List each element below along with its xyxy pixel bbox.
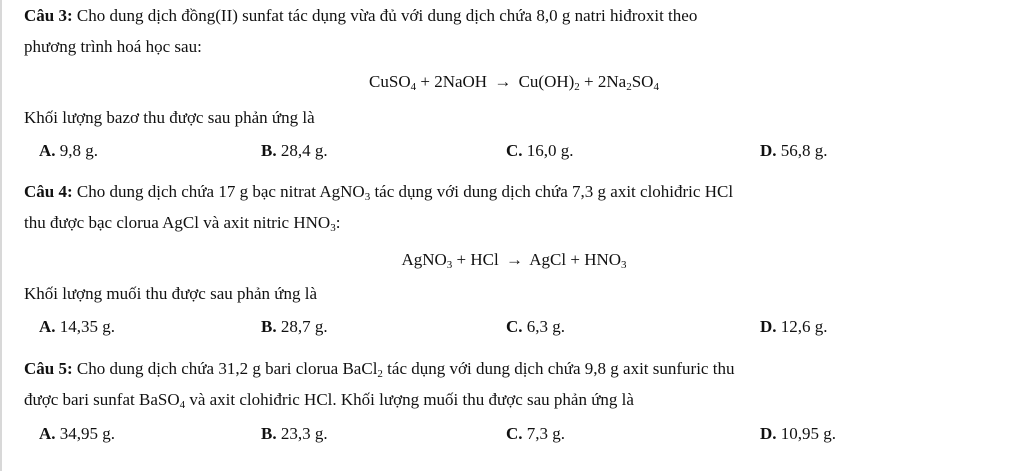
option-text: 28,7 g. <box>276 316 328 336</box>
question-4-prompt: Khối lượng muối thu được sau phản ứng là <box>24 284 318 304</box>
option-text: 9,8 g. <box>55 140 99 160</box>
question-4-equation <box>24 250 1004 270</box>
option-a[interactable] <box>39 424 115 444</box>
subscript: 3 <box>330 222 336 235</box>
question-4-label: Câu 4: <box>24 182 73 201</box>
question-3-line-1 <box>24 6 1004 26</box>
question-5-text: Cho dung dịch chứa 31,2 g bari clorua BaCl <box>72 359 378 378</box>
option-text: 34,95 g. <box>55 423 116 443</box>
option-letter: C. <box>506 316 523 336</box>
option-letter: D. <box>760 423 777 443</box>
option-letter: D. <box>760 316 777 336</box>
question-3-prompt: Khối lượng bazơ thu được sau phản ứng là <box>24 108 315 128</box>
option-c[interactable] <box>506 424 565 444</box>
option-text: 7,3 g. <box>522 423 566 443</box>
option-text: 6,3 g. <box>522 316 566 336</box>
question-3-text-1: Cho dung dịch đồng(II) sunfat tác dụng vừa đủ với dung dịch chứa 8,0 g natri hiđroxit theo <box>72 6 698 25</box>
question-3 <box>24 6 1004 163</box>
question-4 <box>24 182 1004 339</box>
question-4-text: : <box>335 213 341 233</box>
eq-subscript: 4 <box>653 80 659 93</box>
reaction-arrow-icon: → <box>505 249 523 269</box>
question-4-text: Cho dung dịch chứa 17 g bạc nitrat AgNO <box>72 182 365 201</box>
question-5-text: được bari sunfat BaSO <box>24 390 180 410</box>
question-5-line-2 <box>24 390 1004 410</box>
option-text: 28,4 g. <box>276 140 328 160</box>
option-a[interactable] <box>39 317 115 337</box>
eq-term: CuSO <box>369 71 411 91</box>
option-a[interactable] <box>39 141 98 161</box>
question-5-line-1 <box>24 359 1004 379</box>
eq-term: AgNO <box>401 249 447 269</box>
option-letter: C. <box>506 423 523 443</box>
option-text: 10,95 g. <box>776 423 837 443</box>
question-3-line-2: phương trình hoá học sau: <box>24 37 202 57</box>
option-letter: A. <box>39 140 56 160</box>
option-text: 56,8 g. <box>776 140 828 160</box>
eq-subscript: 3 <box>621 258 627 271</box>
option-b[interactable] <box>261 317 328 337</box>
question-3-equation <box>24 72 1004 92</box>
eq-term: SO <box>631 71 654 91</box>
question-4-line-2 <box>24 213 1004 233</box>
eq-term: + HCl <box>452 249 503 269</box>
option-d[interactable] <box>760 424 836 444</box>
option-text: 23,3 g. <box>276 423 328 443</box>
question-3-options <box>24 141 1004 163</box>
reaction-arrow-icon: → <box>494 71 512 91</box>
option-text: 14,35 g. <box>55 316 116 336</box>
option-c[interactable] <box>506 141 574 161</box>
subscript: 3 <box>364 191 371 203</box>
question-4-text: tác dụng với dung dịch chứa 7,3 g axit clohiđric HCl <box>370 182 734 201</box>
eq-term: AgCl + HNO <box>525 249 622 269</box>
option-d[interactable] <box>760 141 828 161</box>
option-letter: A. <box>39 423 56 443</box>
question-5 <box>24 359 1004 446</box>
question-5-label: Câu 5: <box>24 359 73 378</box>
question-5-options <box>24 424 1004 446</box>
option-letter: D. <box>760 140 777 160</box>
option-c[interactable] <box>506 317 565 337</box>
question-5-text: tác dụng với dung dịch chứa 9,8 g axit sunfuric thu <box>382 359 735 378</box>
option-b[interactable] <box>261 424 328 444</box>
option-text: 16,0 g. <box>522 140 574 160</box>
option-text: 12,6 g. <box>776 316 828 336</box>
option-letter: A. <box>39 316 56 336</box>
option-letter: C. <box>506 140 523 160</box>
option-letter: B. <box>261 316 277 336</box>
question-4-options <box>24 317 1004 339</box>
option-b[interactable] <box>261 141 328 161</box>
option-d[interactable] <box>760 317 828 337</box>
eq-subscript: 2 <box>626 80 632 93</box>
question-4-text: thu được bạc clorua AgCl và axit nitric HNO <box>24 213 331 233</box>
eq-subscript: 2 <box>574 80 580 93</box>
eq-term: + 2Na <box>579 71 627 91</box>
option-letter: B. <box>261 140 277 160</box>
eq-subscript: 3 <box>446 258 453 271</box>
eq-term: + 2NaOH <box>416 71 492 91</box>
question-3-label: Câu 3: <box>24 6 73 25</box>
subscript: 2 <box>377 368 383 380</box>
eq-subscript: 4 <box>410 80 417 93</box>
question-5-text: và axit clohiđric HCl. Khối lượng muối thu được sau phản ứng là <box>185 390 634 410</box>
question-4-line-1 <box>24 182 1004 202</box>
subscript: 4 <box>179 399 186 412</box>
option-letter: B. <box>261 423 277 443</box>
eq-term: Cu(OH) <box>514 71 575 91</box>
